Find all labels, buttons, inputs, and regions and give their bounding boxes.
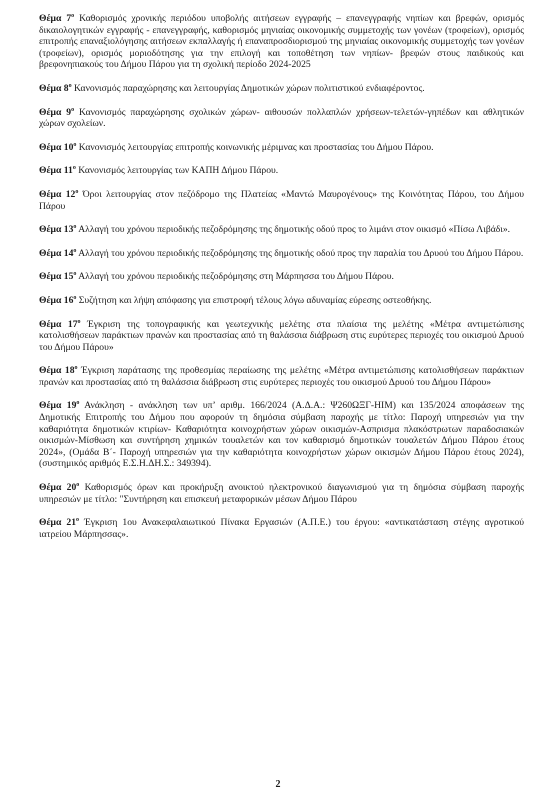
item-number: Θέμα $10^o$ — [39, 141, 77, 153]
agenda-item-7 — [39, 13, 524, 71]
item-number: Θέμα $16^o$ — [39, 294, 77, 306]
item-number: Θέμα $7^o$ — [39, 12, 75, 24]
item-text: Έγκριση της τοπογραφικής και γεωτεχνικής μελέτης στα πλαίσια της μελέτης «Μέτρα αντιμετώπισης κατολισθήσεων παράκτιων πρανών και προστασίας από τη θαλάσσια διάβρωση στις ευρύτερες περιοχές του οικισμού Δρυού του Δήμου Πάρου» — [39, 318, 524, 353]
item-text: Καθορισμός όρων και προκήρυξη ανοικτού ηλεκτρονικού διαγωνισμού για τη δημόσια σύμβαση παροχής υπηρεσιών με τίτλο: "Συντήρηση και επισκευή μεταφορικών μέσων Δήμου Πάρου — [39, 482, 525, 505]
item-text: Έγκριση παράτασης της προθεσμίας περαίωσης της μελέτης «Μέτρα αντιμετώπισης κατολισθήσεων παράκτιων πρανών και προστασίας από τη θαλάσσια διάβρωση στις ευρύτερες περιοχές του οικισμού Δρυού του Δήμου Πάρου» — [39, 365, 525, 388]
item-number: Θέμα $14^o$ — [39, 247, 77, 259]
item-number: Θέμα $15^o$ — [39, 271, 77, 283]
agenda-item-16 — [39, 295, 524, 307]
agenda-item-21 — [39, 517, 524, 540]
agenda-list — [39, 13, 524, 552]
item-number: Θέμα $17^o$ — [39, 318, 81, 330]
item-number: Θέμα $20^o$ — [39, 481, 80, 494]
item-number: Θέμα $21^o$ — [39, 517, 80, 529]
item-text: Αλλαγή του χρόνου περιοδικής πεζοδρόμησης στη Μάρπησσα του Δήμου Πάρου. — [78, 271, 394, 283]
agenda-item-18 — [39, 365, 524, 388]
agenda-item-20 — [39, 482, 524, 505]
agenda-item-9 — [39, 107, 524, 130]
item-number: Θέμα $19^o$ — [39, 400, 80, 412]
item-text: Ανάκληση - ανάκληση των υπ’ αριθμ. 166/2024 (Α.Δ.Α.: Ψ260ΩΞΓ-ΗΙΜ) και 135/2024 αποφάσεων της Δημοτικής Επιτροπής του Δήμου που αφορούν τη δημόσια σύμβαση παροχής με τίτλο: Παροχή υπηρεσιών για την καθαριότητα δημοτικών κτιρίων- Καθαριότητα κοινοχρήστων χώρων οικισμών-Ασπρισμα πλακόστρωτων παραδοσιακών οικισμών-Μίσθωση και συντήρηση χημικών τουαλετών και τον καθαρισμό δημοτικών τουαλετών Δήμου Πάρου έτους 2024», (Ομάδα Β΄- Παροχή υπηρεσιών για την καθαριότητα κοινοχρήστων χώρων οικισμών Δήμου Πάρου έτους 2024), (συστημικός αριθμός Ε.Σ.Η.ΔΗ.Σ.: 349394). — [39, 400, 524, 470]
item-number: Θέμα $12^o$ — [39, 188, 79, 200]
item-text: Όροι λειτουργίας στον πεζόδρομο της Πλατείας «Μαντώ Μαυρογένους» της Κοινότητας Πάρου, του Δήμου Πάρου — [39, 188, 524, 212]
agenda-item-11 — [39, 165, 524, 177]
item-text: Αλλαγή του χρόνου περιοδικής πεζοδρόμησης της δημοτικής οδού προς την παραλία του Δρυού του Δήμου Πάρου. — [78, 247, 524, 259]
item-text: Κανονισμός λειτουργίας των ΚΑΠΗ Δήμου Πάρου. — [78, 165, 279, 177]
item-number: Θέμα $13^o$ — [39, 223, 77, 236]
item-text: Συζήτηση και λήψη απόφασης για επιστροφή τέλους λόγω αδυναμίας εύρεσης οστεοθήκης. — [78, 294, 432, 306]
agenda-item-14 — [39, 248, 524, 260]
agenda-item-12 — [39, 189, 524, 212]
agenda-item-8 — [39, 83, 524, 95]
agenda-item-10 — [39, 142, 524, 154]
item-text: Έγκριση 1ου Ανακεφαλαιωτικού Πίνακα Εργασιών (Α.Π.Ε.) του έργου: «αντικατάσταση στέγης αγροτικού ιατρείου Μάρπησσας». — [39, 517, 524, 540]
page-number: 2 — [275, 779, 281, 790]
item-text: Κανονισμός παραχώρησης σχολικών χώρων- αιθουσών πολλαπλών χρήσεων-τελετών-γηπέδων και αθλητικών χώρων σχολείων. — [39, 106, 524, 130]
item-number: Θέμα $11^o$ — [39, 165, 76, 177]
item-text: Αλλαγή του χρόνου περιοδικής πεζοδρόμησης της δημοτικής οδού προς το λιμάνι στον οικισμό «Πίσω Λιβάδι». — [78, 224, 511, 236]
item-text: Κανονισμός λειτουργίας επιτροπής κοινωνικής μέριμνας και προστασίας του Δήμου Πάρου. — [78, 141, 434, 153]
item-text: Κανονισμός παραχώρησης και λειτουργίας Δημοτικών χώρων πολιτιστικού ενδιαφέροντος. — [73, 82, 425, 94]
item-number: Θέμα $9^o$ — [39, 106, 75, 118]
agenda-item-13 — [39, 224, 524, 236]
item-number: Θέμα $8^o$ — [39, 82, 72, 94]
agenda-item-19 — [39, 400, 524, 470]
item-number: Θέμα $18^o$ — [39, 365, 78, 377]
agenda-item-17 — [39, 319, 524, 354]
agenda-item-15 — [39, 271, 524, 283]
item-text: Καθορισμός χρονικής περιόδου υποβολής αιτήσεων εγγραφής – επανεγγραφής νηπίων και βρεφών, ορισμός δικαιολογητικών εγγραφής - επανεγγραφής, καθορισμός μηνιαίας οικονομικής συμμετοχής των γονέων (τροφείων), ορισμός επιτροπής επαναξιολόγησης αιτήσεων εκπαλλαγής ή επαναπροσδιορισμού της μηνιαίας οικονομικής συμμετοχής των γονέων (τροφείων), ορισμός μοριοδότησης για την επιλογή και τοποθέτηση των νηπίων- βρεφών στους παιδικούς και βρεφονηπιακούς του Δήμου Πάρου για τη σχολική περίοδο 2024-2025 — [39, 13, 524, 71]
